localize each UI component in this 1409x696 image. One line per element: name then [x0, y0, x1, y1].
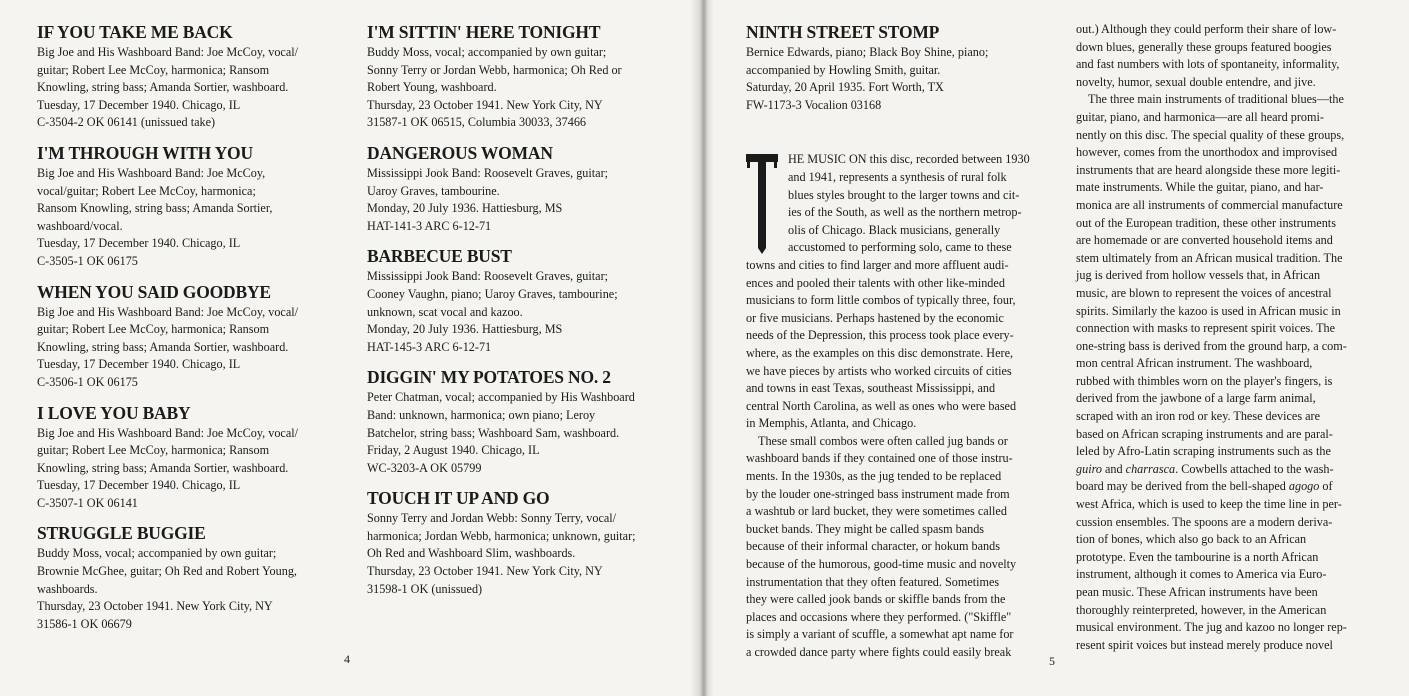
track-entry	[367, 487, 667, 598]
body-text-line: because of their informal character, or hokum bands	[746, 539, 1000, 554]
track-credit-line: Band: unknown, harmonica; own piano; Leroy	[367, 407, 596, 422]
body-text-line: cussion ensembles. The spoons are a modern deriva-	[1076, 514, 1333, 529]
paragraph-start: The three main instruments of traditional blues—the	[1088, 92, 1344, 107]
body-text-line: they were called jook bands or skiffle bands from the	[746, 592, 1006, 607]
track-title: IF YOU TAKE ME BACK	[37, 22, 233, 42]
track-credit-line: Peter Chatman, vocal; accompanied by His Washboard	[367, 390, 635, 405]
track-entry	[367, 245, 667, 356]
right-column-1	[746, 21, 1030, 662]
track-entry	[367, 366, 667, 477]
body-text-line: HE MUSIC ON this disc, recorded between 1930	[788, 152, 1030, 167]
body-text-line: derived from the jawbone of a large farm animal,	[1076, 391, 1316, 406]
body-text-line: resent spirit voices but instead merely produce novel	[1076, 637, 1333, 652]
track-entry	[367, 21, 667, 132]
body-text-line: because of the humorous, good-time music and novelty	[746, 557, 1017, 572]
body-text-line: washboard bands if they contained one of those instru-	[746, 451, 1013, 466]
body-text-line: needs of the Depression, this process took place every-	[746, 328, 1014, 343]
body-text-line: pean music. These African instruments have been	[1076, 585, 1318, 599]
track-credit-line: guitar; Robert Lee McCoy, harmonica; Ransom	[37, 62, 270, 77]
track-credit-line: Big Joe and His Washboard Band: Joe McCoy, vocal/	[37, 425, 299, 440]
track-credit-line: Robert Young, washboard.	[367, 80, 497, 95]
track-credit-line: Mississippi Jook Band: Roosevelt Graves, guitar;	[367, 269, 609, 284]
body-text-line: in Memphis, Atlanta, and Chicago.	[746, 416, 917, 431]
body-text-line: mon central African instrument. The washboard,	[1076, 356, 1313, 371]
track-title: TOUCH IT UP AND GO	[367, 488, 550, 509]
body-text-line: instruments that are heard alongside these more legiti-	[1076, 162, 1341, 177]
track-credit-line: guitar; Robert Lee McCoy, harmonica; Ransom	[37, 443, 270, 458]
track-credit-line: WC-3203-A OK 05799	[367, 460, 482, 475]
body-text-line: out of the European tradition, these other instruments	[1076, 215, 1336, 230]
track-credit-line: C-3505-1 OK 06175	[37, 253, 138, 268]
track-entry	[37, 281, 337, 392]
track-credit-line: Uaroy Graves, tambourine.	[367, 183, 500, 198]
track-credit-line: 31587-1 OK 06515, Columbia 30033, 37466	[367, 115, 587, 130]
track-credit-line: Sonny Terry and Jordan Webb: Sonny Terry, vocal/	[367, 511, 617, 526]
body-text-line: blues styles brought to the larger towns and cit-	[788, 187, 1020, 202]
body-text-line: ies of the South, as well as the northern metrop-	[788, 205, 1022, 220]
body-text-line: central North Carolina, as well as ones who were based	[746, 398, 1017, 413]
paragraph-start: These small combos were often called jug bands or	[758, 433, 1008, 448]
track-credit-line: Big Joe and His Washboard Band: Joe McCoy, vocal/	[37, 304, 299, 319]
track-credit-line: Tuesday, 17 December 1940. Chicago, IL	[37, 357, 241, 372]
body-text-line: instrument, although it comes to America via Euro-	[1076, 567, 1327, 582]
track-title: NINTH STREET STOMP	[746, 22, 940, 42]
body-text-line: accustomed to performing solo, came to these	[788, 240, 1012, 255]
body-text-line: ments. In the 1930s, as the jug tended to be replaced	[746, 469, 1002, 484]
body-text-line: musical environment. The jug and kazoo no longer rep-	[1076, 620, 1347, 635]
track-credit-line: Brownie McGhee, guitar; Oh Red and Robert Young,	[37, 564, 297, 579]
track-credit-line: Tuesday, 17 December 1940. Chicago, IL	[37, 97, 241, 112]
body-text-line: novelty, humor, sexual double entendre, and jive.	[1076, 74, 1316, 89]
track-credit-line: Sonny Terry or Jordan Webb, harmonica; Oh Red or	[367, 62, 622, 77]
body-text-line: nently on this disc. The special quality of these groups,	[1076, 127, 1345, 142]
track-entry	[37, 402, 337, 513]
right-page	[700, 0, 1409, 696]
body-text-line: and fast numbers with lots of spontaneity, informality,	[1076, 57, 1340, 72]
body-text-line: however, comes from the unorthodox and improvised	[1076, 145, 1338, 160]
body-text-line: rubbed with thimbles worn on the player's fingers, is	[1076, 373, 1333, 388]
track-title: I'M THROUGH WITH YOU	[37, 142, 253, 163]
track-entry	[37, 21, 337, 132]
body-text-line: spirits. Similarly the kazoo is used in African music in	[1076, 303, 1341, 318]
track-credit-line: accompanied by Howling Smith, guitar.	[746, 62, 941, 77]
track-credit-line: Knowling, string bass; Amanda Sortier, washboard.	[37, 80, 289, 95]
track-credit-line: Thursday, 23 October 1941. New York City, NY	[37, 599, 273, 614]
body-text-line: guitar, piano, and harmonica—are all heard promi-	[1076, 109, 1324, 124]
track-credit-line: Big Joe and His Washboard Band: Joe McCoy, vocal/	[37, 45, 299, 59]
body-text-line: or five musicians. Perhaps hastened by the economic	[746, 310, 1004, 325]
track-title: BARBECUE BUST	[367, 246, 512, 267]
body-text-line: musicians to form little combos of typically three, four,	[746, 293, 1016, 308]
track-credit-line: Bernice Edwards, piano; Black Boy Shine, piano;	[746, 45, 989, 59]
body-text-line: west Africa, which is used to keep the time line in per-	[1076, 497, 1342, 512]
track-credit-line: C-3504-2 OK 06141 (unissued take)	[37, 115, 216, 130]
book-spine-shadow	[690, 0, 714, 696]
track-credit-line: washboards.	[37, 581, 98, 596]
body-text-line: places and occasions where they performed. ("Skiffle"	[746, 609, 1012, 624]
track-credit-line: Monday, 20 July 1936. Hattiesburg, MS	[367, 201, 563, 216]
track-credit-line: Buddy Moss, vocal; accompanied by own guitar;	[367, 45, 607, 59]
track-credit-line: Mississippi Jook Band: Roosevelt Graves, guitar;	[367, 165, 609, 180]
track-credit-line: Cooney Vaughn, piano; Uaroy Graves, tambourine;	[367, 286, 618, 301]
body-text-line: bucket bands. They might be called spasm bands	[746, 521, 985, 536]
body-text-line: scraped with an iron rod or key. These devices are	[1076, 409, 1320, 424]
body-text-line: tion of bones, which also go back to an African	[1076, 532, 1307, 547]
track-title: DANGEROUS WOMAN	[367, 142, 553, 163]
track-title: I LOVE YOU BABY	[37, 402, 191, 423]
body-text-line: down blues, generally these groups featured boogies	[1076, 39, 1332, 54]
body-text-line: stem ultimately from an African musical tradition. The	[1076, 250, 1343, 265]
body-text-line: connection with masks to represent spirit voices. The	[1076, 321, 1336, 336]
track-entry	[367, 142, 667, 235]
body-text-line: olis of Chicago. Black musicians, generally	[788, 222, 1001, 237]
body-text-line: thoroughly reinterpreted, however, in the American	[1076, 602, 1327, 617]
track-credit-line: HAT-141-3 ARC 6-12-71	[367, 218, 492, 233]
track-credit-line: Friday, 2 August 1940. Chicago, IL	[367, 443, 540, 458]
body-text-line: monica are all instruments of commercial manufacture	[1076, 197, 1343, 212]
body-text-line: based on African scraping instruments and are paral-	[1076, 426, 1333, 441]
body-text-line: ences and pooled their talents with other like-minded	[746, 275, 1005, 290]
essay-column-1	[746, 151, 1030, 661]
track-credit-line: Ransom Knowling, string bass; Amanda Sortier,	[37, 201, 273, 216]
track-credit-line: unknown, scat vocal and kazoo.	[367, 304, 523, 319]
body-text-line: a washtub or lard bucket, they were sometimes called	[746, 504, 1007, 519]
body-text-line: mate instruments. While the guitar, piano, and har-	[1076, 180, 1324, 195]
body-text-line: towns and cities to find larger and more affluent audi-	[746, 257, 1009, 272]
track-credit-line: HAT-145-3 ARC 6-12-71	[367, 339, 492, 354]
track-credit-line: Thursday, 23 October 1941. New York City, NY	[367, 564, 603, 579]
body-text-line: instrumentation that they often featured. Sometimes	[746, 574, 1000, 589]
track-credit-line: Monday, 20 July 1936. Hattiesburg, MS	[367, 322, 563, 337]
track-entry	[37, 522, 337, 633]
track-entry	[37, 142, 337, 271]
right-column-2	[1076, 21, 1356, 654]
body-text-line: leled by Afro-Latin scraping instruments such as the	[1076, 444, 1331, 459]
track-credit-line: 31598-1 OK (unissued)	[367, 581, 483, 596]
body-text-line: a crowded dance party where fights could easily break	[746, 645, 1012, 659]
text-line-agogo: board may be derived from the bell-shaped agogo of	[1076, 479, 1333, 494]
track-credit-line: Knowling, string bass; Amanda Sortier, washboard.	[37, 339, 289, 354]
body-text-line: where, as the examples on this disc demonstrate. Here,	[746, 345, 1014, 360]
left-column-1	[37, 21, 337, 643]
track-credit-line: washboard/vocal.	[37, 218, 123, 233]
body-text-line: music, are blown to represent the voices of ancestral	[1076, 285, 1332, 300]
track-credit-line: Knowling, string bass; Amanda Sortier, washboard.	[37, 460, 289, 475]
italic-term: guiro	[1076, 461, 1102, 476]
track-credit-line: C-3506-1 OK 06175	[37, 374, 138, 389]
track-entry	[746, 21, 1030, 114]
track-credit-line: Tuesday, 17 December 1940. Chicago, IL	[37, 236, 241, 251]
track-title: STRUGGLE BUGGIE	[37, 523, 206, 544]
track-credit-line: C-3507-1 OK 06141	[37, 495, 138, 510]
body-text-line: is simply a variant of scuffle, a somewhat apt name for	[746, 627, 1014, 642]
italic-term: charrasca	[1125, 461, 1176, 476]
track-credit-line: Buddy Moss, vocal; accompanied by own guitar;	[37, 546, 277, 561]
body-text-line: prototype. Even the tambourine is a north African	[1076, 549, 1319, 564]
track-credit-line: guitar; Robert Lee McCoy, harmonica; Ransom	[37, 322, 270, 337]
body-text-line: one-string bass is derived from the ground harp, a com-	[1076, 338, 1347, 353]
track-credit-line: Big Joe and His Washboard Band: Joe McCoy,	[37, 165, 266, 180]
left-column-2	[367, 21, 667, 608]
left-page	[0, 0, 700, 696]
track-credit-line: Saturday, 20 April 1935. Fort Worth, TX	[746, 80, 944, 95]
track-title: I'M SITTIN' HERE TONIGHT	[367, 22, 601, 42]
track-credit-line: Batchelor, string bass; Washboard Sam, washboard.	[367, 425, 620, 440]
body-text-line: out.) Although they could perform their share of low-	[1076, 22, 1337, 36]
page-number-left: 4	[344, 652, 350, 666]
track-credit-line: 31586-1 OK 06679	[37, 616, 132, 631]
dropcap-letter-t	[746, 154, 778, 254]
page-number-right: 5	[1049, 654, 1055, 668]
track-credit-line: Thursday, 23 October 1941. New York City, NY	[367, 97, 603, 112]
body-text-line: by the louder one-stringed bass instrument made from	[746, 486, 1010, 501]
body-text-line: and 1941, represents a synthesis of rural folk	[788, 169, 1007, 184]
body-text-line: are homemade or are converted household items and	[1076, 233, 1333, 248]
body-text-line: and towns in east Texas, southeast Mississippi, and	[746, 381, 996, 396]
body-text-line: we have pieces by artists who worked circuits of cities	[746, 363, 1012, 378]
track-credit-line: FW-1173-3 Vocalion 03168	[746, 97, 882, 112]
body-text-line: jug is derived from hollow vessels that, in African	[1076, 268, 1321, 283]
track-credit-line: Oh Red and Washboard Slim, washboards.	[367, 546, 576, 561]
track-credit-line: Tuesday, 17 December 1940. Chicago, IL	[37, 478, 241, 493]
text-line-guiro: guiro and charrasca. Cowbells attached to the wash-	[1076, 461, 1334, 476]
track-title: WHEN YOU SAID GOODBYE	[37, 281, 271, 302]
track-credit-line: harmonica; Jordan Webb, harmonica; unknown, guitar;	[367, 528, 636, 543]
track-title: DIGGIN' MY POTATOES NO. 2	[367, 367, 611, 388]
track-credit-line: vocal/guitar; Robert Lee McCoy, harmonica;	[37, 183, 256, 198]
italic-term: agogo	[1288, 479, 1320, 494]
